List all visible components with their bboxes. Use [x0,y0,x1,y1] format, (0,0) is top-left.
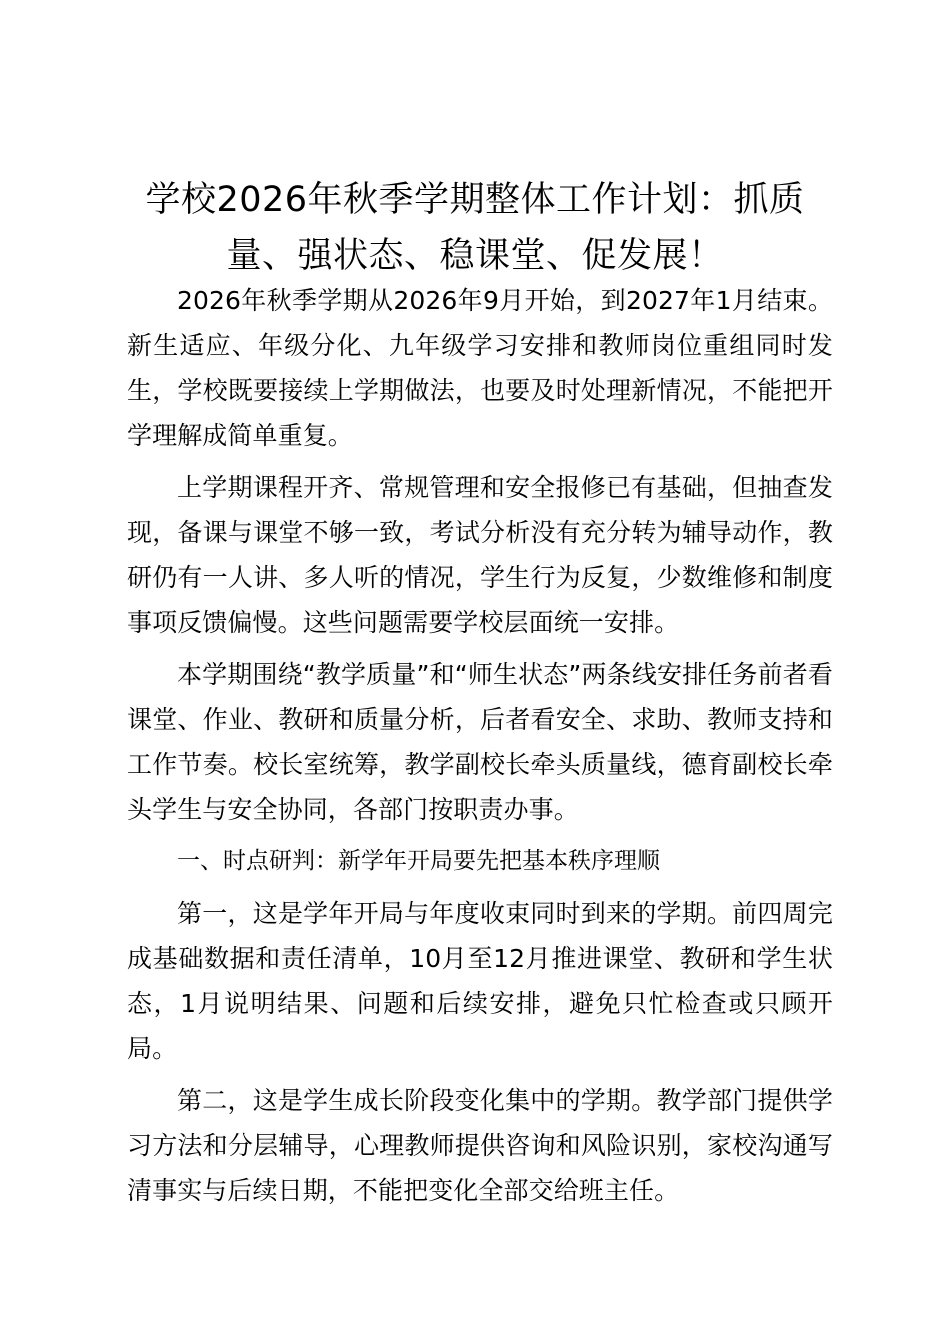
document-body [127,278,833,1220]
section-heading: 一、时点研判：新学年开局要先把基本秩序理顺 [177,848,660,874]
paragraph-intro: 2026年秋季学期从2026年9月开始，到2027年1月结束。新生适应、年级分化、九年级学习安排和教师岗位重组同时发生，学校既要接续上学期做法，也要及时处理新情况，不能把开学理解成简单重复。 [127,286,833,450]
paragraph-first: 第一，这是学年开局与年度收束同时到来的学期。前四周完成基础数据和责任清单，10月至12月推进课堂、教研和学生状态，1月说明结果、问题和后续安排，避免只忙检查或只顾开局。 [127,899,833,1063]
paragraph-second: 第二，这是学生成长阶段变化集中的学期。教学部门提供学习方法和分层辅导，心理教师提供咨询和风险识别，家校沟通写清事实与后续日期，不能把变化全部交给班主任。 [127,1086,833,1205]
document-title: 学校2026年秋季学期整体工作计划：抓质量、强状态、稳课堂、促发展！ [145,180,805,276]
paragraph-tasks: 本学期围绕“教学质量”和“师生状态”两条线安排任务前者看课堂、作业、教研和质量分析，后者看安全、求助、教师支持和工作节奏。校长室统筹，教学副校长牵头质量线，德育副校长牵头学生与安全协同，各部门按职责办事。 [127,660,833,824]
paragraph-problems: 上学期课程开齐、常规管理和安全报修已有基础，但抽查发现，备课与课堂不够一致，考试分析没有充分转为辅导动作，教研仍有一人讲、多人听的情况，学生行为反复，少数维修和制度事项反馈偏慢。这些问题需要学校层面统一安排。 [127,473,833,637]
